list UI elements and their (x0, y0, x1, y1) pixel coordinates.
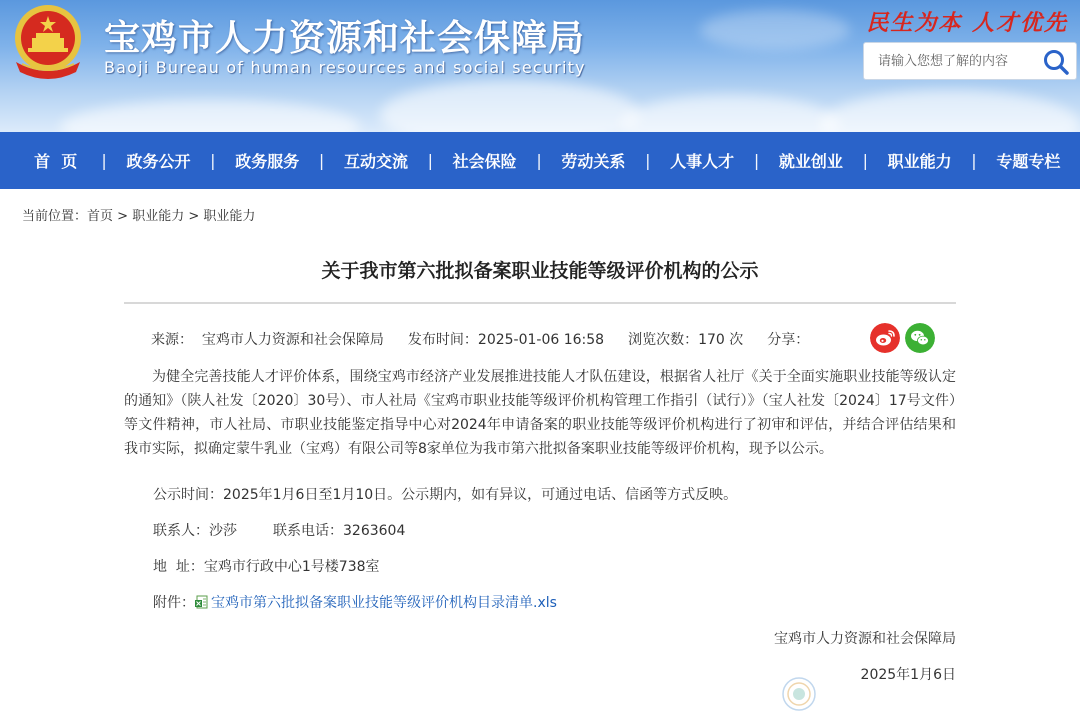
nav-item-label: 政务公开 (126, 152, 191, 171)
breadcrumb-home-link[interactable]: 首页 (87, 209, 114, 224)
search-box (863, 42, 1077, 80)
nav-item-label: 首 页 (34, 152, 78, 171)
search-input[interactable] (864, 43, 1040, 79)
article-view-count: 浏览次数：170 次 (628, 332, 744, 348)
breadcrumb-separator: > (113, 209, 133, 224)
nav-item-label: 职业能力 (887, 152, 952, 171)
nav-item-label: 互动交流 (343, 152, 408, 171)
nav-item-home[interactable] (10, 132, 101, 189)
nav-item-social-insurance[interactable] (433, 132, 536, 189)
attachment-label: 附件： (153, 595, 195, 611)
nav-item-vocational-ability[interactable] (868, 132, 971, 189)
contact-info (153, 520, 405, 540)
nav-item-special-topics[interactable] (977, 132, 1080, 189)
national-emblem-icon (8, 2, 88, 80)
nav-separator: | (862, 151, 868, 170)
nav-item-labor-relations[interactable] (542, 132, 645, 189)
breadcrumb-level2-link[interactable]: 职业能力 (203, 209, 256, 224)
article-paragraph: 为健全完善技能人才评价体系，围绕宝鸡市经济产业发展推进技能人才队伍建设，根据省人社厅《关于全面实施职业技能等级认定的通知》（陕人社发〔2020〕30号）、市人社局《宝鸡市职业技能等级评价机构管理工作指引（试行）》（宝人社发〔2024〕17号文件）等文件精神，市人社局、市职业技能鉴定指导中心对2024年申请备案的职业技能等级评价机构进行了初审和评估，并结合评估结果和我市实际，拟确定蒙牛乳业（宝鸡）有限公司等8家单位为我市第六批拟备案职业技能等级评价机构，现予以公示。 (124, 369, 956, 457)
site-slogan: 民生为本 人才优先 (866, 10, 1068, 36)
breadcrumb-separator: > (184, 209, 204, 224)
nav-item-label: 专题专栏 (996, 152, 1061, 171)
weibo-icon[interactable] (870, 323, 900, 353)
wechat-icon[interactable] (905, 323, 935, 353)
attachment-link[interactable]: 宝鸡市第六批拟备案职业技能等级评价机构目录清单.xls (211, 595, 557, 611)
issuer-signature: 宝鸡市人力资源和社会保障局 (774, 631, 956, 647)
nav-separator: | (645, 151, 651, 170)
nav-item-label: 政务服务 (235, 152, 300, 171)
share-label: 分享： (767, 332, 810, 348)
nav-item-label: 就业创业 (778, 152, 843, 171)
breadcrumb (22, 205, 255, 224)
nav-separator: | (318, 151, 325, 170)
nav-item-interaction[interactable] (324, 132, 427, 189)
article-title: 关于我市第六批拟备案职业技能等级评价机构的公示 (321, 260, 759, 282)
issue-date: 2025年1月6日 (860, 667, 956, 683)
header-cloud (380, 80, 640, 132)
nav-item-personnel-talent[interactable] (650, 132, 753, 189)
nav-item-label: 社会保险 (452, 152, 517, 171)
nav-separator: | (427, 151, 434, 170)
article-publish-time: 发布时间：2025-01-06 16:58 (407, 332, 605, 348)
nav-item-gov-services[interactable] (216, 132, 319, 189)
nav-separator: | (210, 151, 216, 170)
site-title: 宝鸡市人力资源和社会保障局 (104, 17, 586, 59)
nav-separator: | (536, 151, 542, 170)
nav-item-employment[interactable] (759, 132, 862, 189)
contact-phone: 联系电话：3263604 (273, 523, 406, 539)
article-meta (151, 329, 833, 349)
header-cloud (700, 10, 850, 50)
search-icon[interactable] (1042, 48, 1070, 76)
nav-item-label: 劳动关系 (561, 152, 626, 171)
seal-watermark-icon (781, 676, 817, 712)
site-header (0, 0, 1080, 132)
breadcrumb-level1-link[interactable]: 职业能力 (132, 209, 185, 224)
main-nav (0, 132, 1080, 189)
title-divider (124, 302, 956, 304)
nav-separator: | (101, 151, 107, 170)
nav-separator: | (753, 151, 760, 170)
nav-separator: | (971, 151, 977, 170)
contact-person: 联系人：沙莎 (153, 523, 237, 539)
excel-file-icon (195, 595, 209, 609)
attachment-row (153, 592, 557, 612)
site-subtitle: Baoji Bureau of human resources and social security (104, 58, 586, 77)
nav-item-label: 人事人才 (670, 152, 735, 171)
header-cloud (820, 90, 1080, 132)
header-cloud (620, 95, 840, 132)
breadcrumb-label: 当前位置： (22, 209, 88, 224)
header-cloud (60, 100, 360, 132)
notice-period: 公示时间：2025年1月6日至1月10日。公示期内，如有异议，可通过电话、信函等方式反映。 (153, 487, 738, 503)
article-source: 来源： 宝鸡市人力资源和社会保障局 (151, 332, 384, 348)
contact-address: 地 址：宝鸡市行政中心1号楼738室 (153, 559, 380, 575)
nav-item-gov-affairs[interactable] (107, 132, 210, 189)
